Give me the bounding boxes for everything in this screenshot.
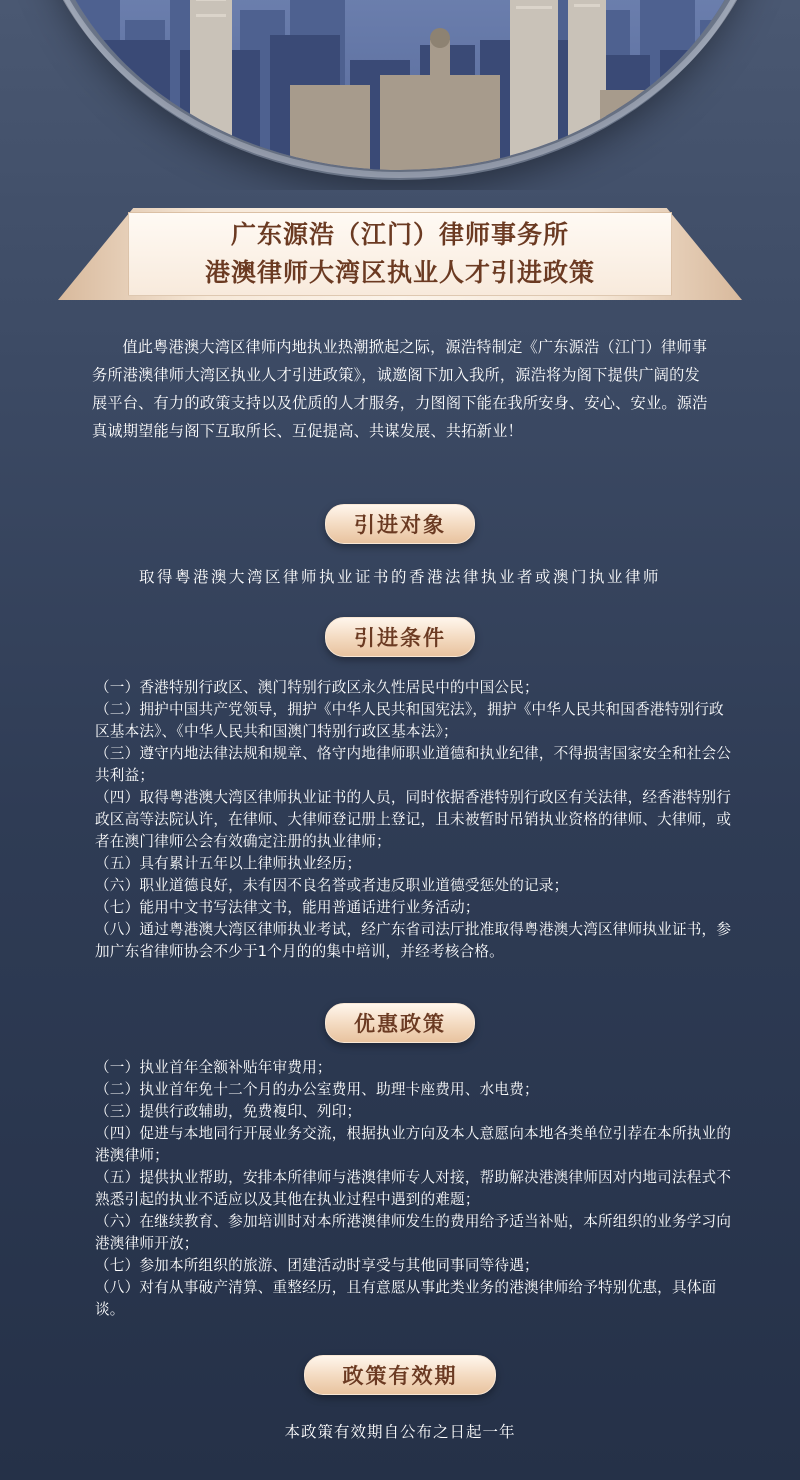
list-item: （六）职业道德良好，未有因不良名誉或者违反职业道德受惩处的记录； (95, 877, 569, 894)
conditions-list (95, 677, 735, 963)
firm-title: 广东源浩（江门）律师事务所 (230, 220, 569, 249)
benefits-list (95, 1057, 735, 1321)
policy-title: 港澳律师大湾区执业人才引进政策 (204, 258, 595, 287)
list-item: （三）遵守内地法律法规和规章、恪守内地律师职业道德和执业纪律，不得损害国家安全和社会公共利益； (95, 745, 732, 784)
list-item: （一）香港特别行政区、澳门特别行政区永久性居民中的中国公民； (95, 679, 539, 696)
header-city-image (0, 0, 800, 190)
section-heading-validity: 政策有效期 (304, 1355, 496, 1395)
section-heading-benefits: 优惠政策 (325, 1003, 475, 1043)
list-item: （八）通过粤港澳大湾区律师执业考试，经广东省司法厅批准取得粤港澳大湾区律师执业证书，参加广东省律师协会不少于1个月的的集中培训，并经考核合格。 (95, 921, 732, 960)
intro-paragraph: 值此粤港澳大湾区律师内地执业热潮掀起之际，源浩特制定《广东源浩（江门）律师事务所港澳律师大湾区执业人才引进政策》，诚邀阁下加入我所，源浩将为阁下提供广阔的发展平台、有力的政策支持以及优质的人才服务，力图阁下能在我所安身、安心、安业。源浩真诚期望能与阁下互取所长、互促提高、共谋发展、共拓新业！ (92, 338, 708, 441)
target-description: 取得粤港澳大湾区律师执业证书的香港法律执业者或澳门执业律师 (138, 568, 661, 586)
list-item: （六）在继续教育、参加培训时对本所港澳律师发生的费用给予适当补贴，本所组织的业务学习向港澳律师开放； (95, 1213, 732, 1252)
list-item: （七）参加本所组织的旅游、团建活动时享受与其他同事同等待遇； (95, 1257, 539, 1274)
list-item: （三）提供行政辅助，免费複印、列印； (95, 1103, 362, 1120)
title-banner (128, 212, 672, 296)
section-heading-conditions: 引进条件 (325, 617, 475, 657)
list-item: （五）具有累计五年以上律师执业经历； (95, 855, 362, 872)
list-item: （二）拥护中国共产党领导，拥护《中华人民共和国宪法》，拥护《中华人民共和国香港特别行政区基本法》、《中华人民共和国澳门特别行政区基本法》； (95, 701, 724, 740)
validity-description: 本政策有效期自公布之日起一年 (284, 1423, 516, 1441)
list-item: （四）促进与本地同行开展业务交流，根据执业方向及本人意愿向本地各类单位引荐在本所执业的港澳律师； (95, 1125, 732, 1164)
list-item: （二）执业首年免十二个月的办公室费用、助理卡座费用、水电费； (95, 1081, 539, 1098)
list-item: （五）提供执业帮助，安排本所律师与港澳律师专人对接，帮助解决港澳律师因对内地司法程式不熟悉引起的执业不适应以及其他在执业过程中遇到的难题； (95, 1169, 732, 1208)
list-item: （八）对有从事破产清算、重整经历，且有意愿从事此类业务的港澳律师给予特别优惠，具体面谈。 (95, 1279, 717, 1318)
city-skyline-picture (40, 0, 760, 170)
section-heading-target: 引进对象 (325, 504, 475, 544)
list-item: （七）能用中文书写法律文书，能用普通话进行业务活动； (95, 899, 480, 916)
list-item: （四）取得粤港澳大湾区律师执业证书的人员，同时依据香港特别行政区有关法律，经香港特别行政区高等法院认许，在律师、大律师登记册上登记，且未被暂时吊销执业资格的律师、大律师，或者在澳门律师公会有效确定注册的执业律师； (95, 789, 732, 850)
list-item: （一）执业首年全额补贴年审费用； (95, 1059, 332, 1076)
skyline-icon (40, 0, 760, 170)
